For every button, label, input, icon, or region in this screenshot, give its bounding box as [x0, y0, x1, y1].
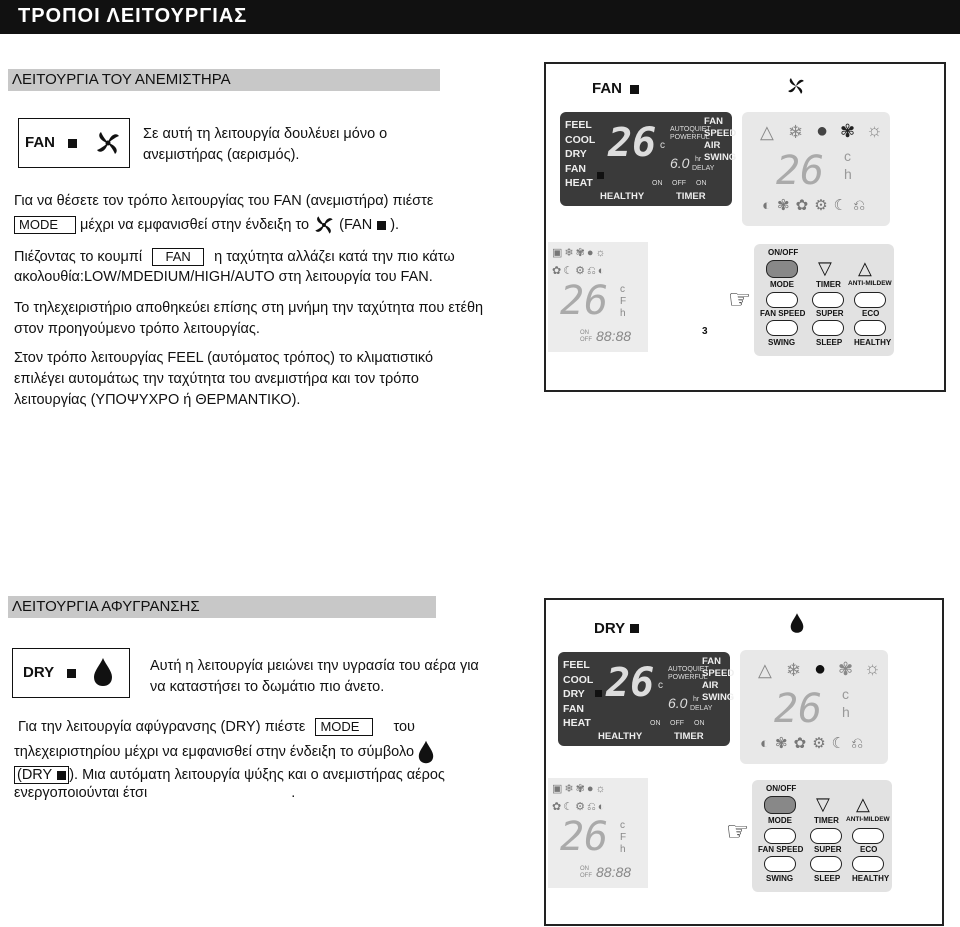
up-arrow-icon[interactable]: △: [856, 794, 870, 814]
fan-speed-button[interactable]: [766, 320, 798, 336]
remote-display: [548, 242, 648, 352]
fan-intro: [143, 124, 387, 166]
super-button[interactable]: [812, 320, 844, 336]
super-button[interactable]: [810, 856, 842, 872]
mode-button-ref: MODE: [315, 718, 373, 736]
anti-mildew-label: ANTI-MILDEW: [846, 816, 890, 823]
square-icon: [630, 85, 639, 94]
snowflake-icon: ❄: [786, 660, 802, 680]
remote-clock: 88:88: [596, 864, 632, 880]
mode-fan: FAN: [563, 702, 584, 715]
remote-func-icons: ✿☾⚙⎌◐: [552, 265, 607, 277]
swing-label: SWING: [702, 692, 735, 703]
fan-section-bar: [8, 69, 440, 91]
speed-label: SPEED: [702, 668, 735, 679]
on-label-2: ON: [696, 180, 707, 187]
square-icon: [630, 624, 639, 633]
fan-panel-label: FAN: [592, 80, 622, 97]
onoff-button[interactable]: [766, 260, 798, 278]
remote-clock: 88:88: [596, 328, 632, 344]
dry-mode-box: [12, 648, 130, 698]
page-title: ΤΡΟΠΟΙ ΛΕΙΤΟΥΡΓΙΑΣ: [18, 5, 248, 27]
sleep-label: SLEEP: [814, 874, 841, 883]
healthy-label: HEALTHY: [854, 338, 892, 347]
air-label: AIR: [702, 680, 719, 691]
remote-func-icons: ✿☾⚙⎌◐: [552, 801, 607, 813]
mode-list: [565, 118, 595, 191]
remote-f: F: [620, 832, 627, 843]
dry-mode-indicator: [595, 690, 602, 697]
fan-para-2-line-2: ακολουθία:LOW/MDEDIUM/HIGH/AUTO στη λειτουργία του FAN.: [14, 269, 433, 285]
dry-para-line-2-text: τηλεχειριστηρίου μέχρι να εμφανισθεί στην ένδειξη το σύμβολο: [14, 743, 415, 760]
drop-icon: ●: [814, 658, 827, 680]
mode-heat: HEAT: [563, 717, 591, 729]
fan-para-4: [14, 348, 498, 411]
dry-intro-line-2: να καταστήσει το δωμάτιο πιο άνετο.: [150, 679, 385, 695]
super-label: SUPER: [814, 845, 842, 854]
mode-button[interactable]: [766, 292, 798, 308]
timer-digits: 6.0: [668, 695, 688, 711]
speed-label: SPEED: [704, 128, 737, 139]
hand-pointer-icon: ☞: [726, 816, 750, 846]
timer-button[interactable]: [812, 292, 844, 308]
fan-icon: [313, 214, 335, 236]
fan-mode-box: [18, 118, 130, 168]
fan-speed-label: FAN SPEED: [760, 309, 806, 318]
small-display: [740, 650, 888, 764]
on-label: ON: [650, 720, 661, 727]
fan-para-3: [14, 298, 483, 340]
timer-label: TIMER: [676, 191, 706, 202]
mode-cool: COOL: [563, 673, 594, 686]
remote-off: OFF: [580, 337, 592, 343]
swing-label: SWING: [766, 874, 794, 883]
fan-icon: [94, 129, 122, 157]
super-label: SUPER: [816, 309, 844, 318]
remote-on: ON: [580, 330, 589, 336]
off-label: OFF: [672, 180, 686, 187]
fan-para-4-line-2: επιλέγει αυτομάτως την ταχύτητα του ανεμιστήρα και τον τρόπο: [14, 371, 419, 387]
dry-para-line-4-text: ενεργοποιούνται έτσι: [14, 785, 148, 801]
square-icon: [67, 669, 76, 678]
dry-intro: [150, 656, 479, 698]
fan-para-3-line-2: στον προηγούμενο τρόπο λειτουργίας.: [14, 321, 260, 337]
timer-label: TIMER: [674, 731, 704, 742]
function-icons: ◐✾✿⚙☾⎌: [762, 197, 872, 214]
powerful-label: POWERFUL: [670, 134, 710, 141]
remote-h: h: [620, 844, 626, 855]
dry-para-line-4: [14, 783, 295, 804]
fan-illustration: [544, 62, 946, 392]
hr-label: hr: [695, 156, 702, 163]
sun-icon: ☼: [864, 658, 881, 678]
fan-mode-label: FAN: [25, 134, 55, 151]
up-arrow-icon[interactable]: △: [858, 258, 872, 278]
remote-temp: 26: [560, 278, 609, 324]
mode-button[interactable]: [764, 828, 796, 844]
autoquiet-label: AUTOQUIET: [668, 666, 709, 673]
remote-f: F: [620, 296, 627, 307]
fan-icon: ✾: [838, 659, 854, 679]
drop-icon: ●: [816, 120, 829, 142]
hr-label: hr: [693, 696, 700, 703]
small-c: c: [844, 148, 851, 164]
indoor-display: [560, 112, 737, 206]
timer-label: TIMER: [816, 280, 841, 289]
temp-unit: c: [658, 680, 663, 691]
sleep-label: SLEEP: [816, 338, 843, 347]
small-c: c: [842, 686, 849, 702]
mode-heat: HEAT: [565, 177, 593, 189]
mode-feel: FEEL: [565, 119, 592, 131]
fan-para-3-line-1: Το τηλεχειριστήριο αποθηκεύει επίσης στη μνήμη την ταχύτητα που ετέθη: [14, 300, 484, 316]
anti-mildew-button[interactable]: [854, 292, 886, 308]
temp-digits: 26: [606, 660, 655, 706]
remote-buttons: [754, 244, 894, 356]
anti-mildew-button[interactable]: [852, 828, 884, 844]
dry-indicator-box: [14, 766, 69, 784]
small-h: h: [842, 704, 850, 720]
fan-para-4-line-3: λειτουργίας (ΥΠΟΨΥΧΡΟ ή ΘΕΡΜΑΝΤΙΚΟ).: [14, 392, 301, 408]
fan-para-1-end: ).: [390, 216, 400, 233]
delay-label: DELAY: [690, 705, 713, 712]
healthy-label: HEALTHY: [598, 731, 643, 742]
fan-intro-line-2: ανεμιστήρας (αερισμός).: [143, 147, 300, 163]
powerful-label: POWERFUL: [668, 674, 708, 681]
mode-list: [563, 658, 593, 731]
fan-label: FAN: [702, 656, 721, 667]
mode-dry: DRY: [565, 148, 587, 160]
down-arrow-icon[interactable]: ▽: [816, 794, 830, 814]
dry-section-title: ΛΕΙΤΟΥΡΓΙΑ ΑΦΥΓΡΑΝΣΗΣ: [12, 598, 200, 615]
dry-para-line-1: [18, 717, 415, 738]
timer-digits: 6.0: [670, 155, 690, 171]
remote-temp: 26: [560, 814, 609, 860]
fan-para-1-line-1: Για να θέσετε τον τρόπο λειτουργίας του FAN (ανεμιστήρα) πιέστε: [14, 193, 434, 209]
timer-label: TIMER: [814, 816, 839, 825]
healthy-label: HEALTHY: [600, 191, 645, 202]
onoff-button[interactable]: [764, 796, 796, 814]
healthy-label: HEALTHY: [852, 874, 890, 883]
mode-label: MODE: [768, 816, 792, 825]
fan-speed-button[interactable]: [764, 856, 796, 872]
square-icon: [57, 771, 66, 780]
remote-mode-icons: ▣❄✾●☼: [552, 783, 608, 795]
fan-para-1-fan: (FAN: [339, 216, 373, 233]
dry-panel-label: DRY: [594, 620, 626, 637]
remote-h: h: [620, 308, 626, 319]
fan-intro-line-1: Σε αυτή τη λειτουργία δουλέυει μόνο ο: [143, 126, 388, 142]
drop-icon: [93, 657, 113, 687]
remote-c: c: [620, 284, 625, 295]
dry-section-bar: [8, 596, 436, 618]
remote-c: c: [620, 820, 625, 831]
dry-mode-label: DRY: [23, 664, 55, 681]
sun-icon: ☼: [866, 120, 883, 140]
mode-cool: COOL: [565, 133, 596, 146]
remote-off: OFF: [580, 873, 592, 879]
square-icon: [377, 221, 386, 230]
anti-mildew-label: ANTI-MILDEW: [848, 280, 892, 287]
dry-indicator-text: (DRY: [17, 767, 53, 783]
on-label: ON: [652, 180, 663, 187]
remote-on: ON: [580, 866, 589, 872]
callout-number: 3: [702, 326, 708, 337]
fan-button-ref: FAN: [152, 248, 204, 266]
dry-intro-line-1: Αυτή η λειτουργία μειώνει την υγρασία του αέρα για: [150, 658, 479, 674]
heat-icon: △: [760, 122, 774, 142]
dry-para-line-4-end: .: [291, 785, 296, 801]
small-temp: 26: [776, 148, 825, 194]
fan-para-1-text: μέχρι να εμφανισθεί στην ένδειξη το: [80, 216, 310, 233]
temp-unit: c: [660, 140, 665, 151]
remote-display: [548, 778, 648, 888]
air-label: AIR: [704, 140, 721, 151]
indoor-display: [558, 652, 735, 746]
drop-icon: [790, 612, 804, 634]
fan-mode-indicator: [597, 172, 604, 179]
fan-para-2-line-1: [14, 247, 455, 268]
timer-button[interactable]: [810, 828, 842, 844]
dry-para-a: Για την λειτουργία αφύγρανσης (DRY) πιέστε: [18, 719, 306, 735]
mode-fan: FAN: [565, 162, 586, 175]
mode-button-ref: MODE: [14, 216, 76, 234]
eco-button[interactable]: [852, 856, 884, 872]
right-labels: [704, 116, 736, 164]
onoff-label: ON/OFF: [768, 248, 799, 257]
function-icons: ◐✾✿⚙☾⎌: [760, 735, 870, 752]
dry-para-b: του: [393, 719, 415, 735]
small-display: [742, 112, 890, 226]
drop-icon: [418, 740, 434, 764]
mode-label: MODE: [770, 280, 794, 289]
fan-icon: [786, 76, 806, 96]
fan-speed-label: FAN SPEED: [758, 845, 804, 854]
eco-button[interactable]: [854, 320, 886, 336]
fan-para-2-b: η ταχύτητα αλλάζει κατά την πιο κάτω: [214, 249, 455, 265]
small-temp: 26: [774, 686, 823, 732]
on-label-2: ON: [694, 720, 705, 727]
mode-dry: DRY: [563, 688, 585, 700]
autoquiet-label: AUTOQUIET: [670, 126, 711, 133]
swing-label: SWING: [768, 338, 796, 347]
small-h: h: [844, 166, 852, 182]
remote-buttons: [752, 780, 892, 892]
delay-label: DELAY: [692, 165, 715, 172]
dry-para-line-2: [14, 740, 434, 764]
mode-feel: FEEL: [563, 659, 590, 671]
swing-label: SWING: [704, 152, 737, 163]
dry-para-line-3-text: ). Μια αυτόματη λειτουργία ψύξης και ο ανεμιστήρας αέρος: [69, 767, 445, 783]
fan-section-title: ΛΕΙΤΟΥΡΓΙΑ ΤΟΥ ΑΝΕΜΙΣΤΗΡΑ: [12, 71, 231, 88]
heat-icon: △: [758, 660, 772, 680]
onoff-label: ON/OFF: [766, 784, 797, 793]
right-labels: [702, 656, 734, 704]
fan-label: FAN: [704, 116, 723, 127]
down-arrow-icon[interactable]: ▽: [818, 258, 832, 278]
off-label: OFF: [670, 720, 684, 727]
eco-label: ECO: [860, 845, 878, 854]
fan-icon: ✾: [840, 121, 856, 141]
hand-pointer-icon: ☞: [728, 284, 752, 314]
temp-digits: 26: [608, 120, 657, 166]
fan-para-1-line-2: [14, 214, 399, 236]
snowflake-icon: ❄: [788, 122, 804, 142]
fan-para-4-line-1: Στον τρόπο λειτουργίας FEEL (αυτόματος τρόπος) το κλιματιστικό: [14, 350, 434, 366]
dry-illustration: [544, 598, 944, 926]
eco-label: ECO: [862, 309, 880, 318]
square-icon: [68, 139, 77, 148]
remote-mode-icons: ▣❄✾●☼: [552, 247, 608, 259]
fan-para-2-a: Πιέζοντας το κουμπί: [14, 249, 143, 265]
